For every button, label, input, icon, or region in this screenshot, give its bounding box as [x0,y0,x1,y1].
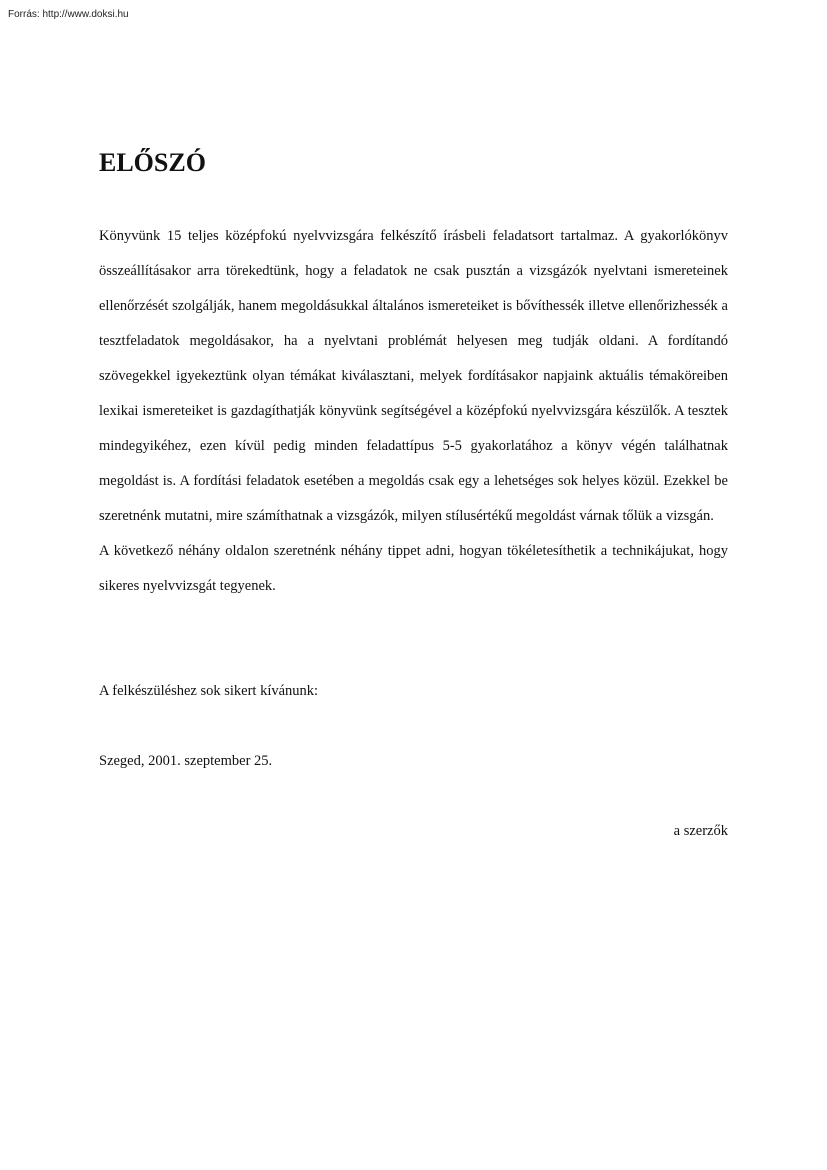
source-url: Forrás: http://www.doksi.hu [8,9,129,20]
page-title: ELŐSZÓ [99,148,206,177]
signature: a szerzők [673,823,728,839]
paragraph-tips: A következő néhány oldalon szeretnénk néhány tippet adni, hogyan tökéletesíthetik a technikájukat, hogy sikeres nyelvvizsgát tegyenek. [99,543,728,594]
body-text [99,219,728,604]
paragraph-intro: Könyvünk 15 teljes középfokú nyelvvizsgára felkészítő írásbeli feladatsort tartalmaz. A gyakorlókönyv összeállításakor arra törekedtünk, hogy a feladatok ne csak pusztán a vizsgázók nyelvtani ismereteinek ellenőrzését szolgálják, hanem megoldásukkal általános ismereteiket is bővíthessék illetve ellenőrizhessék a tesztfeladatok megoldásakor, ha a nyelvtani problémát helyesen meg tudják oldani. A fordítandó szövegekkel igyekeztünk olyan témákat kiválasztani, melyek fordításakor napjaink aktuális témaköreiben lexikai ismereteiket is gazdagíthatják könyvünk segítségével a középfokú nyelvvizsgára készülők. A tesztek mindegyikéhez, ezen kívül pedig minden feladattípus 5-5 gyakorlatához a könyv végén találhatnak megoldást is. A fordítási feladatok esetében a megoldás csak egy a lehetséges sok helyes közül. Ezekkel be szeretnénk mutatni, mire számíthatnak a vizsgázók, milyen stílusértékű megoldást várnak tőlük a vizsgán. [99,228,728,524]
date-line: Szeged, 2001. szeptember 25. [99,753,273,769]
closing-line: A felkészüléshez sok sikert kívánunk: [99,683,319,699]
